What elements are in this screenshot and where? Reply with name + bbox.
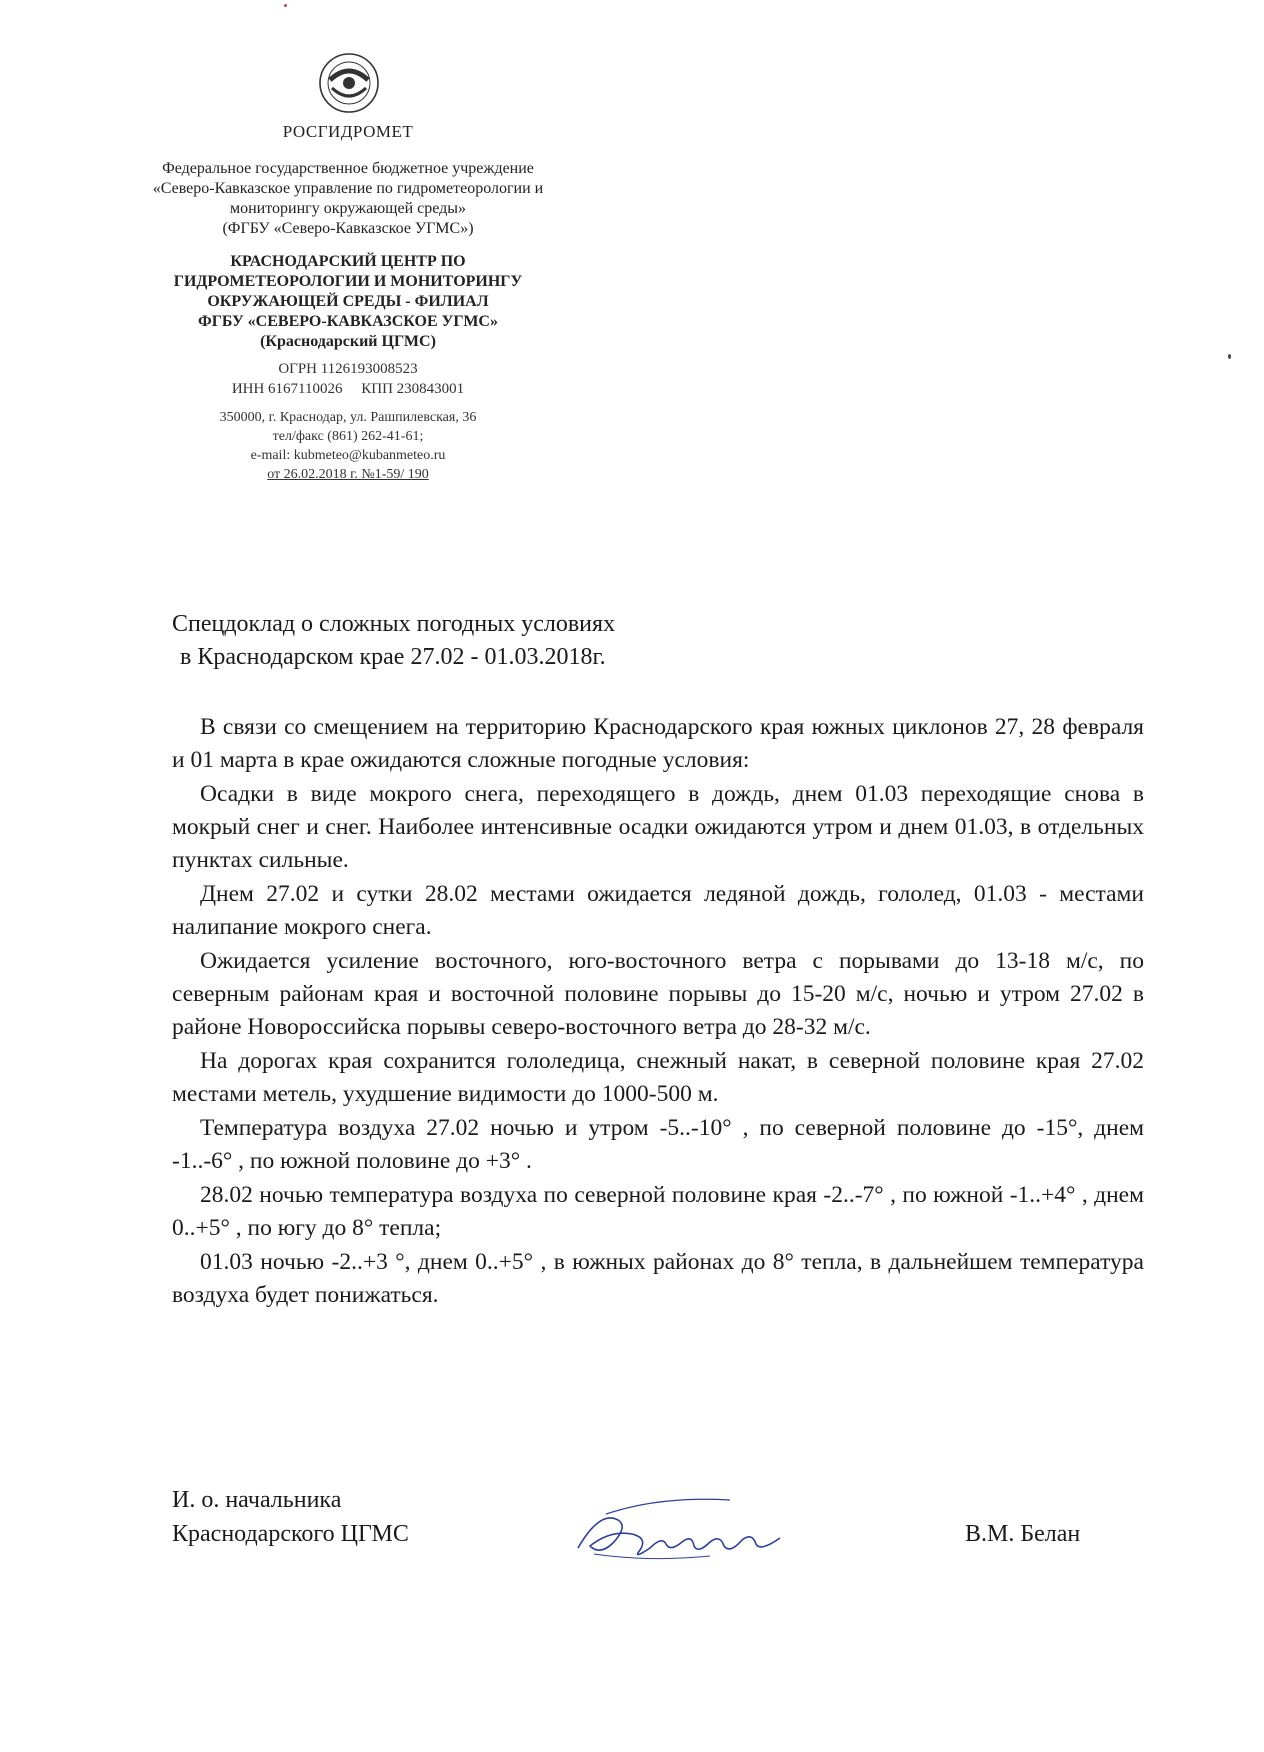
letterhead bbox=[118, 118, 578, 484]
address: 350000, г. Краснодар, ул. Рашпилевская, 36 bbox=[219, 410, 477, 425]
federal-institution-line: Федеральное государственное бюджетное учреждение bbox=[162, 160, 534, 177]
signatory-position bbox=[172, 1483, 409, 1551]
body-paragraph: 28.02 ночью температура воздуха по северной половине края -2..-7° , по южной -1..+4° , днем 0..+5° , по югу до 8° тепла; bbox=[172, 1182, 1144, 1241]
date-number: от 26.02.2018 г. №1-59/ 190 bbox=[267, 467, 429, 482]
ogrn: ОГРН 1126193008523 bbox=[278, 361, 418, 377]
document-body bbox=[172, 711, 1144, 1313]
federal-institution-block bbox=[118, 159, 578, 239]
branch-name-block bbox=[118, 252, 578, 352]
title-line-2: в Краснодарском крае 27.02 - 01.03.2018г. bbox=[180, 644, 606, 670]
registration-block bbox=[118, 359, 578, 399]
branch-line: ФГБУ «СЕВЕРО-КАВКАЗСКОЕ УГМС» bbox=[198, 313, 498, 330]
federal-institution-line: «Северо-Кавказское управление по гидрометеорологии и bbox=[152, 180, 544, 197]
branch-line: ОКРУЖАЮЩЕЙ СРЕДЫ - ФИЛИАЛ bbox=[207, 293, 489, 310]
body-paragraph: Днем 27.02 и сутки 28.02 местами ожидается ледяной дождь, гололед, 01.03 - местами налипание мокрого снега. bbox=[172, 881, 1144, 940]
signatory-name: В.М. Белан bbox=[965, 1521, 1081, 1547]
org-name: РОСГИДРОМЕТ bbox=[282, 122, 414, 141]
federal-institution-line: (ФГБУ «Северо-Кавказское УГМС») bbox=[222, 220, 474, 237]
branch-line: КРАСНОДАРСКИЙ ЦЕНТР ПО bbox=[230, 253, 466, 270]
body-paragraph: Осадки в виде мокрого снега, переходящего в дождь, днем 01.03 переходящие снова в мокрый снег и снег. Наиболее интенсивные осадки ожидаются утром и днем 01.03, в отдельных пунктах сильные. bbox=[172, 781, 1144, 873]
inn-kpp: ИНН 6167110026 КПП 230843001 bbox=[231, 381, 465, 397]
branch-line: ГИДРОМЕТЕОРОЛОГИИ И МОНИТОРИНГУ bbox=[173, 273, 523, 290]
scan-speck bbox=[1228, 354, 1231, 359]
rosgidromet-logo bbox=[318, 52, 380, 114]
body-paragraph: Ожидается усиление восточного, юго-восточного ветра с порывами до 13-18 м/с, по северным районам края и восточной половине порывы до 15-20 м/с, ночью и утром 27.02 в районе Новороссийска порывы северо-восточного ветра до 28-32 м/с. bbox=[172, 948, 1144, 1040]
contact-block bbox=[118, 408, 578, 484]
email: e-mail: kubmeteo@kubanmeteo.ru bbox=[250, 448, 446, 463]
position-line-2: Краснодарского ЦГМС bbox=[172, 1521, 409, 1547]
scan-speck bbox=[284, 4, 287, 7]
body-paragraph: 01.03 ночью -2..+3 °, днем 0..+5° , в южных районах до 8° тепла, в дальнейшем температура воздуха будет понижаться. bbox=[172, 1249, 1144, 1308]
title-line-1: Спецдоклад о сложных погодных условиях bbox=[172, 611, 616, 637]
position-line-1: И. о. начальника bbox=[172, 1487, 342, 1513]
document-title bbox=[172, 608, 872, 674]
phone: тел/факс (861) 262-41-61; bbox=[272, 429, 424, 444]
federal-institution-line: мониторингу окружающей среды» bbox=[229, 200, 467, 217]
body-paragraph: В связи со смещением на территорию Краснодарского края южных циклонов 27, 28 февраля и 01 марта в крае ожидаются сложные погодные условия: bbox=[172, 714, 1144, 773]
body-paragraph: Температура воздуха 27.02 ночью и утром -5..-10° , по северной половине до -15°, днем -1..-6° , по южной половине до +3° . bbox=[172, 1115, 1144, 1174]
handwritten-signature bbox=[570, 1490, 790, 1570]
branch-line: (Краснодарский ЦГМС) bbox=[260, 333, 436, 350]
body-paragraph: На дорогах края сохранится гололедица, снежный накат, в северной половине края 27.02 местами метель, ухудшение видимости до 1000-500 м. bbox=[172, 1048, 1144, 1107]
